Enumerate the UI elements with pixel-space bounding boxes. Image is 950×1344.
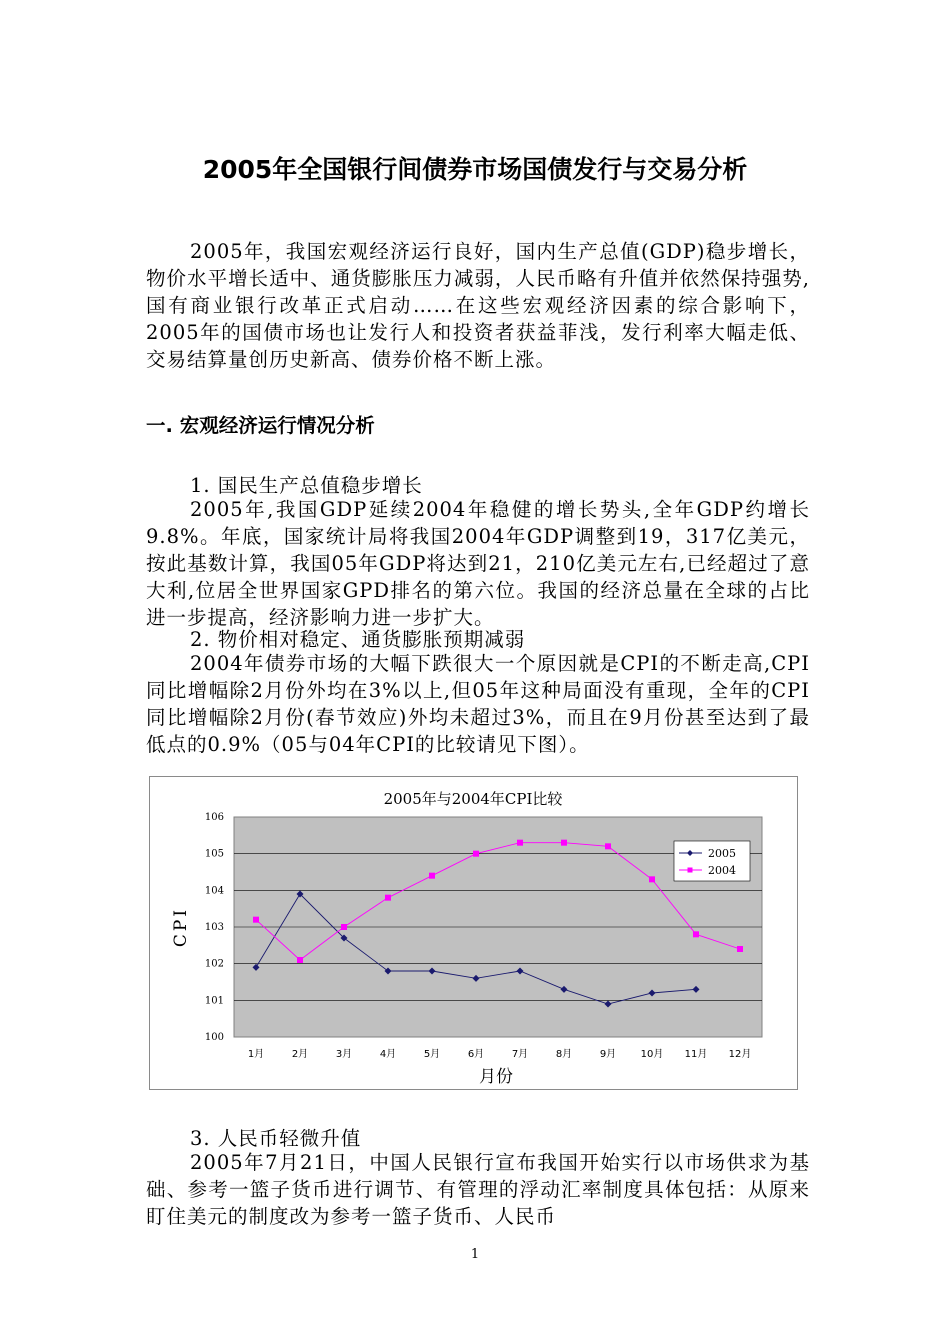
y-tick-label: 106	[204, 812, 224, 823]
y-tick-label: 105	[204, 848, 224, 860]
data-point-2004	[429, 873, 435, 879]
x-tick-label: 9月	[599, 1049, 617, 1060]
paragraph-cpi: 2004年债券市场的大幅下跌很大一个原因就是CPI的不断走高,CPI同比增幅除2月份外均在3%以上,但05年这种局面没有重现，全年的CPI同比增幅除2月份(春节效应)外均未超过3%，而且在9月份甚至达到了最低点的0.9%（05与04年CPI的比较请见下图）。	[146, 652, 810, 756]
data-point-2004	[517, 840, 523, 846]
subheading-cpi: 2. 物价相对稳定、通货膨胀预期减弱	[190, 628, 526, 651]
paragraph-rmb: 2005年7月21日，中国人民银行宣布我国开始实行以市场供求为基础、参考一篮子货币进行调节、有管理的浮动汇率制度具体包括：从原来盯住美元的制度改为参考一篮子货币、人民币	[146, 1151, 810, 1228]
document-title: 2005年全国银行间债券市场国债发行与交易分析	[202, 155, 748, 184]
x-tick-label: 2月	[291, 1049, 309, 1060]
x-tick-label: 6月	[467, 1049, 485, 1060]
legend-marker-2004	[688, 868, 693, 873]
x-tick-label: 10月	[640, 1049, 664, 1060]
x-axis-label: 月份	[479, 1067, 513, 1087]
y-tick-label: 103	[204, 922, 224, 933]
x-tick-label: 1月	[247, 1049, 265, 1060]
legend-label: 2004	[708, 864, 736, 877]
x-tick-label: 7月	[511, 1049, 529, 1060]
cpi-chart-svg	[150, 777, 797, 1089]
data-point-2004	[605, 843, 611, 849]
x-tick-label: 11月	[684, 1049, 708, 1060]
data-point-2004	[473, 851, 479, 857]
data-point-2004	[297, 957, 303, 963]
x-tick-label: 12月	[728, 1049, 752, 1060]
y-axis-label: CPI	[171, 906, 191, 948]
paragraph-gdp: 2005年,我国GDP延续2004年稳健的增长势头,全年GDP约增长9.8%。年底，国家统计局将我国2004年GDP调整到19，317亿美元，按此基数计算，我国05年GDP将达到21，210亿美元左右,已经超过了意大利,位居全世界国家GPD排名的第六位。我国的经济总量在全球的占比进一步提高，经济影响力进一步扩大。	[146, 498, 810, 629]
data-point-2004	[253, 917, 259, 923]
data-point-2004	[341, 924, 347, 930]
subheading-rmb: 3. 人民币轻微升值	[190, 1127, 362, 1150]
x-tick-label: 8月	[555, 1049, 573, 1060]
data-point-2004	[737, 946, 743, 952]
x-tick-label: 5月	[423, 1049, 441, 1060]
data-point-2004	[693, 931, 699, 937]
x-tick-label: 4月	[379, 1049, 397, 1060]
data-point-2004	[561, 840, 567, 846]
data-point-2004	[649, 876, 655, 882]
section-heading-1: 一. 宏观经济运行情况分析	[146, 414, 375, 437]
data-point-2004	[385, 895, 391, 901]
page-number: 1	[470, 1247, 480, 1262]
y-tick-label: 100	[204, 1032, 224, 1043]
legend-label: 2005	[708, 847, 736, 860]
cpi-chart	[149, 776, 798, 1090]
y-tick-label: 104	[204, 885, 224, 897]
chart-title: 2005年与2004年CPI比较	[383, 790, 563, 808]
intro-paragraph: 2005年，我国宏观经济运行良好，国内生产总值(GDP)稳步增长，物价水平增长适中、通货膨胀压力减弱，人民币略有升值并依然保持强势,国有商业银行改革正式启动……在这些宏观经济因素的综合影响下，2005年的国债市场也让发行人和投资者获益菲浅，发行利率大幅走低、交易结算量创历史新高、债券价格不断上涨。	[146, 240, 810, 371]
y-tick-label: 101	[204, 995, 224, 1007]
x-tick-label: 3月	[335, 1049, 353, 1060]
y-tick-label: 102	[204, 958, 224, 970]
subheading-gdp: 1. 国民生产总值稳步增长	[190, 474, 423, 497]
